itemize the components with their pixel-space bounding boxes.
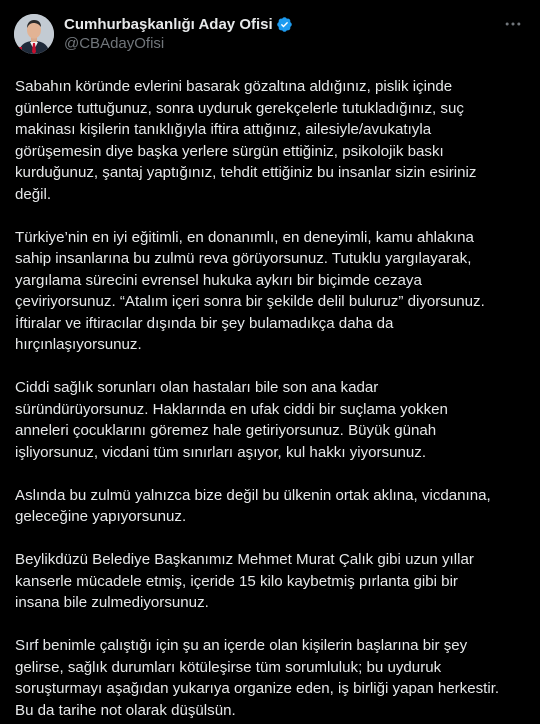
more-options-button[interactable] xyxy=(502,14,524,34)
more-options-icon xyxy=(503,14,523,34)
author-names xyxy=(64,14,293,53)
tweet-paragraph-5: Beylikdüzü Belediye Başkanımız Mehmet Murat Çalık gibi uzun yıllar kanserle mücadele etmiş, içeride 15 kilo kaybetmiş pırlanta gibi bir insana bile zulmediyorsunuz. xyxy=(15,551,474,611)
author-avatar[interactable] xyxy=(14,14,54,54)
tweet-paragraph-1: Sabahın köründe evlerini basarak gözaltına aldığınız, pislik içinde günlerce tuttuğunuz, sonra uyduruk gerekçelerle tutukladığınız, suç makinası kişilerin tanıklığıyla iftira attığınız, ailesiyle/avukatıyla görüşemesin diye başka yerlere sürgün ettiğiniz, psikolojik baskı kurduğunuz, şantaj yaptığınız, tehdit ettiğiniz bu insanlar sizin esiriniz değil. xyxy=(15,78,477,203)
tweet-paragraph-6: Sırf benimle çalıştığı için şu an içerde olan kişilerin başlarına bir şey gelirse, sağlık durumları kötüleşirse tüm sorumluluk; bu uyduruk soruşturmayı aşağıdan yukarıya organize eden, iş birliği yapan herkestir. Bu da tarihe not olarak düşülsün. xyxy=(15,637,500,719)
author-name-row[interactable] xyxy=(64,15,293,34)
tweet-paragraph-2: Türkiye’nin en iyi eğitimli, en donanımlı, en deneyimli, kamu ahlakına sahip insanlarına bu zulmü reva görüyorsunuz. Tutuklu yargılayarak, yargılama sürecini evrensel hukuka aykırı bir biçimde cezaya çeviriyorsunuz. “Atalım içeri sonra bir şekilde delil buluruz” diyorsunuz. İftiralar ve iftiracılar dışında bir şey bulamadıkça daha da hırçınlaşıyorsunuz. xyxy=(15,228,485,353)
tweet-text xyxy=(14,76,524,721)
tweet-header xyxy=(14,14,524,58)
author-name[interactable]: Cumhurbaşkanlığı Aday Ofisi xyxy=(64,16,273,33)
author-handle[interactable]: @CBAdayOfisi xyxy=(64,35,165,52)
avatar-portrait-icon xyxy=(14,14,54,54)
tweet-paragraph-3: Ciddi sağlık sorunları olan hastaları bile son ana kadar süründürüyorsunuz. Haklarında en ufak ciddi bir suçlama yokken anneleri çocuklarını göremez hale getiriyorsunuz. Büyük günah işliyorsunuz, vicdani tüm sınırları aşıyor, kul hakkı yiyorsunuz. xyxy=(15,379,448,461)
tweet-paragraph-4: Aslında bu zulmü yalnızca bize değil bu ülkenin ortak aklına, vicdanına, geleceğine yapıyorsunuz. xyxy=(15,486,491,525)
verified-badge-icon[interactable] xyxy=(276,16,293,33)
